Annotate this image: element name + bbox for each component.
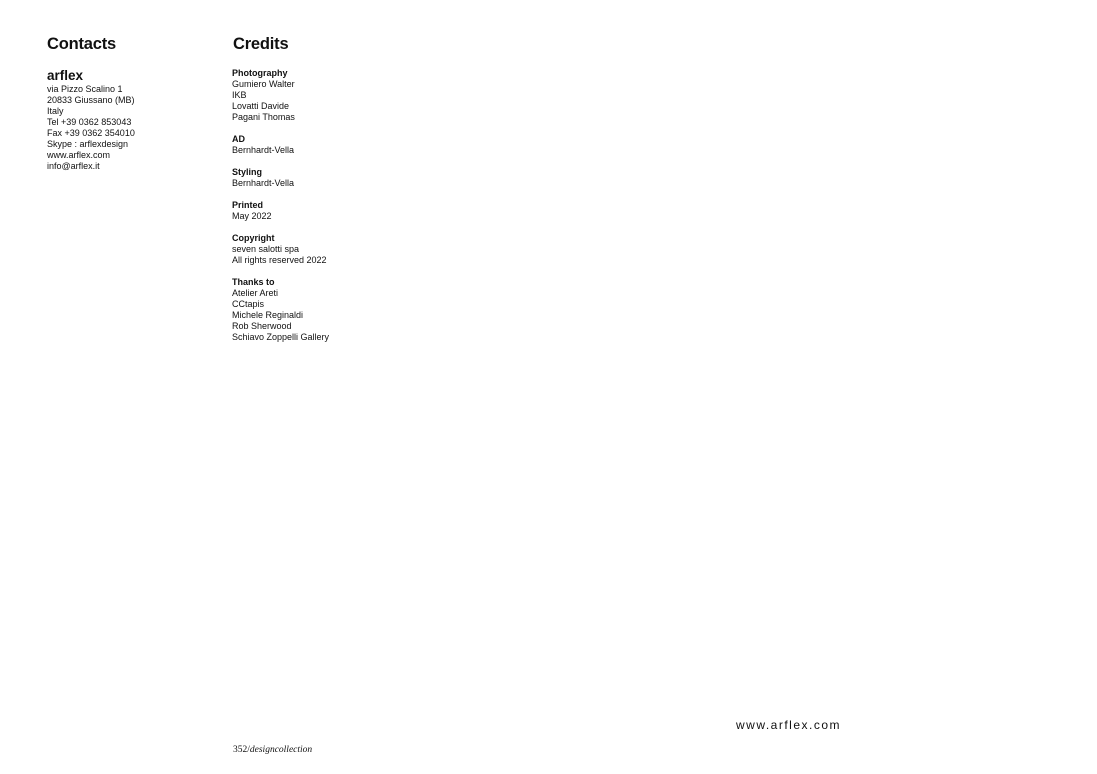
credit-title: Printed <box>232 200 264 210</box>
contact-address-line: via Pizzo Scalino 1 <box>47 84 123 94</box>
credit-section-styling <box>232 167 329 189</box>
credits-block <box>232 68 329 354</box>
credit-title: Copyright <box>232 233 275 243</box>
credit-line: Michele Reginaldi <box>232 310 304 320</box>
page-footer <box>233 744 312 756</box>
credit-line: Lovatti Davide <box>232 101 290 111</box>
credit-line: All rights reserved 2022 <box>232 255 327 265</box>
credit-section-ad <box>232 134 329 156</box>
collection-name: designcollection <box>249 745 313 755</box>
credit-section-copyright <box>232 233 329 266</box>
credit-line: May 2022 <box>232 211 272 221</box>
credits-heading: Credits <box>233 35 289 53</box>
brand-name: arflex <box>47 68 84 83</box>
credit-section-thanks <box>232 277 329 343</box>
contact-postal-line: 20833 Giussano (MB) <box>47 95 135 105</box>
page-number: 352 <box>233 745 248 755</box>
contact-skype: Skype : arflexdesign <box>47 139 129 149</box>
credit-title: Styling <box>232 167 263 177</box>
credit-line: Bernhardt-Vella <box>232 145 295 155</box>
credit-title: AD <box>232 134 245 144</box>
footer-website-link[interactable]: www.arflex.com <box>736 718 842 732</box>
contacts-heading: Contacts <box>47 35 116 53</box>
contact-country: Italy <box>47 106 64 116</box>
footer-separator: / <box>247 745 250 755</box>
credit-section-printed <box>232 200 329 222</box>
credit-title: Photography <box>232 68 288 78</box>
contacts-block <box>47 68 135 172</box>
contact-phone: Tel +39 0362 853043 <box>47 117 132 127</box>
contact-fax: Fax +39 0362 354010 <box>47 128 135 138</box>
credit-line: IKB <box>232 90 247 100</box>
contact-website-link[interactable]: www.arflex.com <box>47 150 111 160</box>
contact-email-link[interactable]: info@arflex.it <box>47 161 100 171</box>
credit-line: Schiavo Zoppelli Gallery <box>232 332 330 342</box>
credit-section-photography <box>232 68 329 123</box>
credit-line: Bernhardt-Vella <box>232 178 295 188</box>
credit-line: seven salotti spa <box>232 244 300 254</box>
credit-line: Atelier Areti <box>232 288 279 298</box>
credit-line: Pagani Thomas <box>232 112 295 122</box>
credit-line: CCtapis <box>232 299 265 309</box>
credit-title: Thanks to <box>232 277 275 287</box>
credit-line: Gumiero Walter <box>232 79 295 89</box>
credit-line: Rob Sherwood <box>232 321 292 331</box>
